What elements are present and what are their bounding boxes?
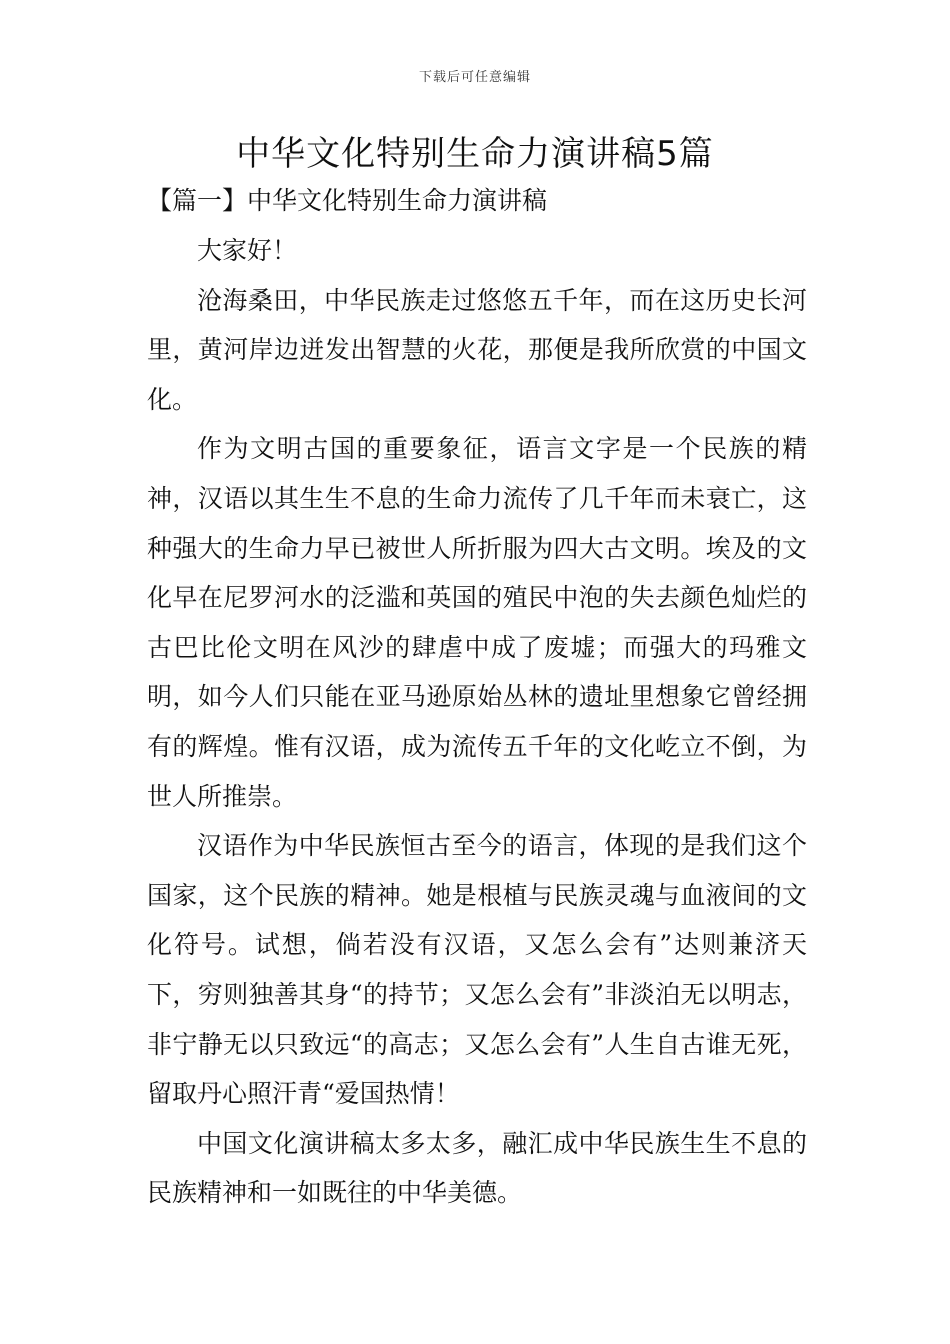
paragraph: 作为文明古国的重要象征，语言文字是一个民族的精神，汉语以其生生不息的生命力流传了几千年而未衰亡，这种强大的生命力早已被世人所折服为四大古文明。埃及的文化早在尼罗河水的泛滥和英国的殖民中泡的失去颜色灿烂的古巴比伦文明在风沙的肆虐中成了废墟；而强大的玛雅文明，如今人们只能在亚马逊原始丛林的遗址里想象它曾经拥有的辉煌。惟有汉语，成为流传五千年的文化屹立不倒，为世人所推崇。 — [147, 434, 807, 811]
body-text — [147, 226, 807, 1218]
paragraph-greeting: 大家好！ — [197, 236, 298, 265]
header-note: 下载后可任意编辑 — [418, 70, 531, 85]
paragraph: 汉语作为中华民族恒古至今的语言，体现的是我们这个国家，这个民族的精神。她是根植与民族灵魂与血液间的文化符号。试想，倘若没有汉语，又怎么会有”达则兼济天下，穷则独善其身“的持节；又怎么会有”非淡泊无以明志，非宁静无以只致远“的高志；又怎么会有”人生自古谁无死，留取丹心照汗青“爱国热情！ — [147, 831, 807, 1109]
section-heading: 【篇一】中华文化特别生命力演讲稿 — [147, 186, 548, 215]
paragraph: 中国文化演讲稿太多太多，融汇成中华民族生生不息的民族精神和一如既往的中华美德。 — [147, 1128, 807, 1208]
document-title: 中华文化特别生命力演讲稿5篇 — [236, 134, 714, 174]
paragraph: 沧海桑田，中华民族走过悠悠五千年，而在这历史长河里，黄河岸边迸发出智慧的火花，那便是我所欣赏的中国文化。 — [147, 285, 807, 414]
